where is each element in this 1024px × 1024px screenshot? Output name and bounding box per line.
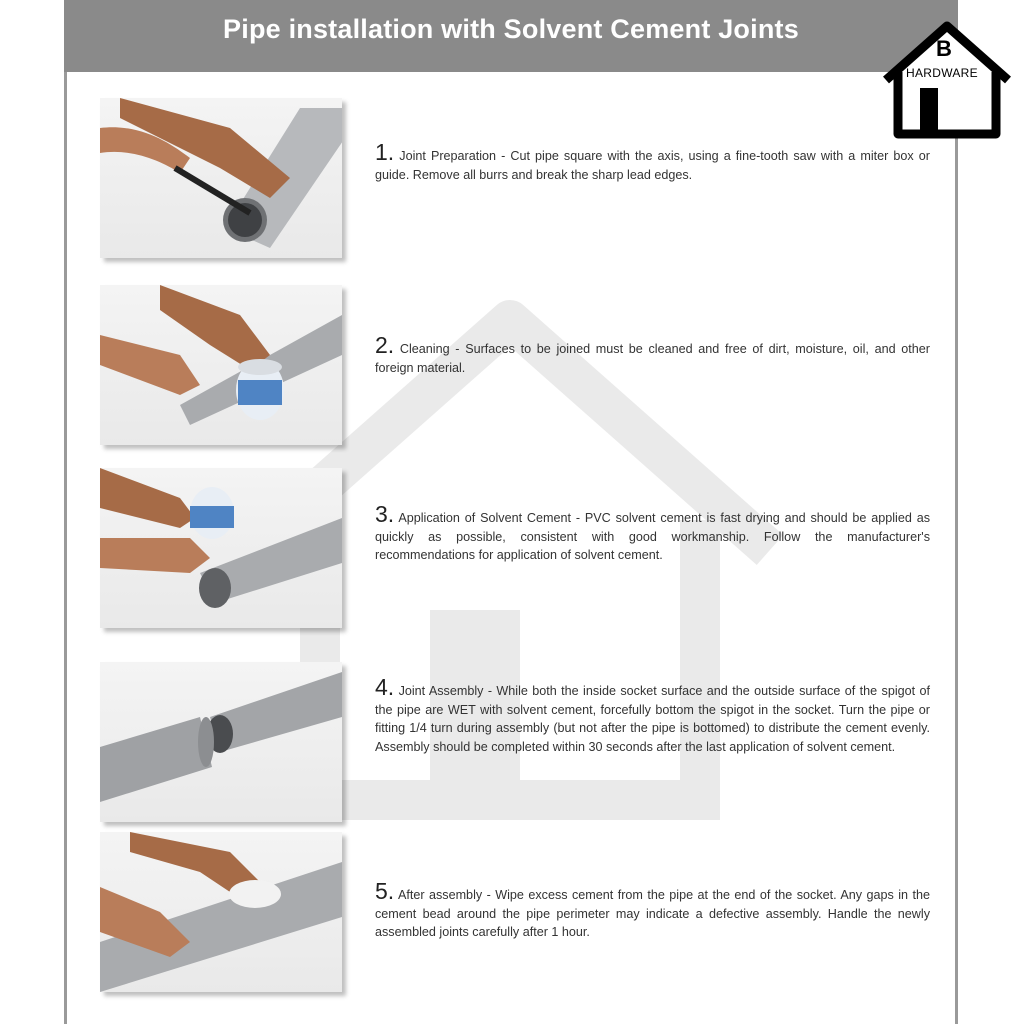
step-3-text: [375, 501, 930, 565]
step-5-text: [375, 878, 930, 942]
step-2-photo: [100, 285, 342, 445]
step-2-text: [375, 332, 930, 377]
page-title: Pipe installation with Solvent Cement Joints: [223, 14, 799, 44]
step-1-description: Joint Preparation - Cut pipe square with the axis, using a fine-tooth saw with a miter box or guide. Remove all burrs and break the sharp lead edges.: [375, 149, 930, 182]
step-5-photo: [100, 832, 342, 992]
step-4-text: [375, 674, 931, 756]
logo-letter: B: [936, 36, 952, 61]
step-1-number: 1.: [375, 139, 395, 165]
logo-text: HARDWARE: [906, 66, 978, 80]
step-3-number: 3.: [375, 501, 395, 527]
step-3-photo: [100, 468, 342, 628]
step-5-description: After assembly - Wipe excess cement from the pipe at the end of the socket. Any gaps in the cement bead around the pipe perimeter may indicate a defective assembly. Handle the newly assembled joints carefully after 1 hour.: [375, 888, 930, 939]
step-4-photo: [100, 662, 342, 822]
step-1-text: [375, 139, 930, 184]
step-4-description: Joint Assembly - While both the inside socket surface and the outside surface of the spigot of the pipe are WET with solvent cement, forcefully bottom the spigot in the socket. Turn the pipe or fitting 1/4 turn during assembly (but not after the pipe is bottomed) to distribute the cement evenly. Assembly should be completed within 30 seconds after the last application of solvent cement.: [375, 684, 931, 754]
step-1-photo: [100, 98, 342, 258]
step-2-number: 2.: [375, 332, 395, 358]
step-3-description: Application of Solvent Cement - PVC solvent cement is fast drying and should be applied as quickly as possible, consistent with good workmanship. Follow the manufacturer's recommendations for application of solvent cement.: [375, 511, 930, 562]
step-5-number: 5.: [375, 878, 395, 904]
step-4-number: 4.: [375, 674, 395, 700]
step-2-description: Cleaning - Surfaces to be joined must be cleaned and free of dirt, moisture, oil, and other foreign material.: [375, 342, 930, 375]
